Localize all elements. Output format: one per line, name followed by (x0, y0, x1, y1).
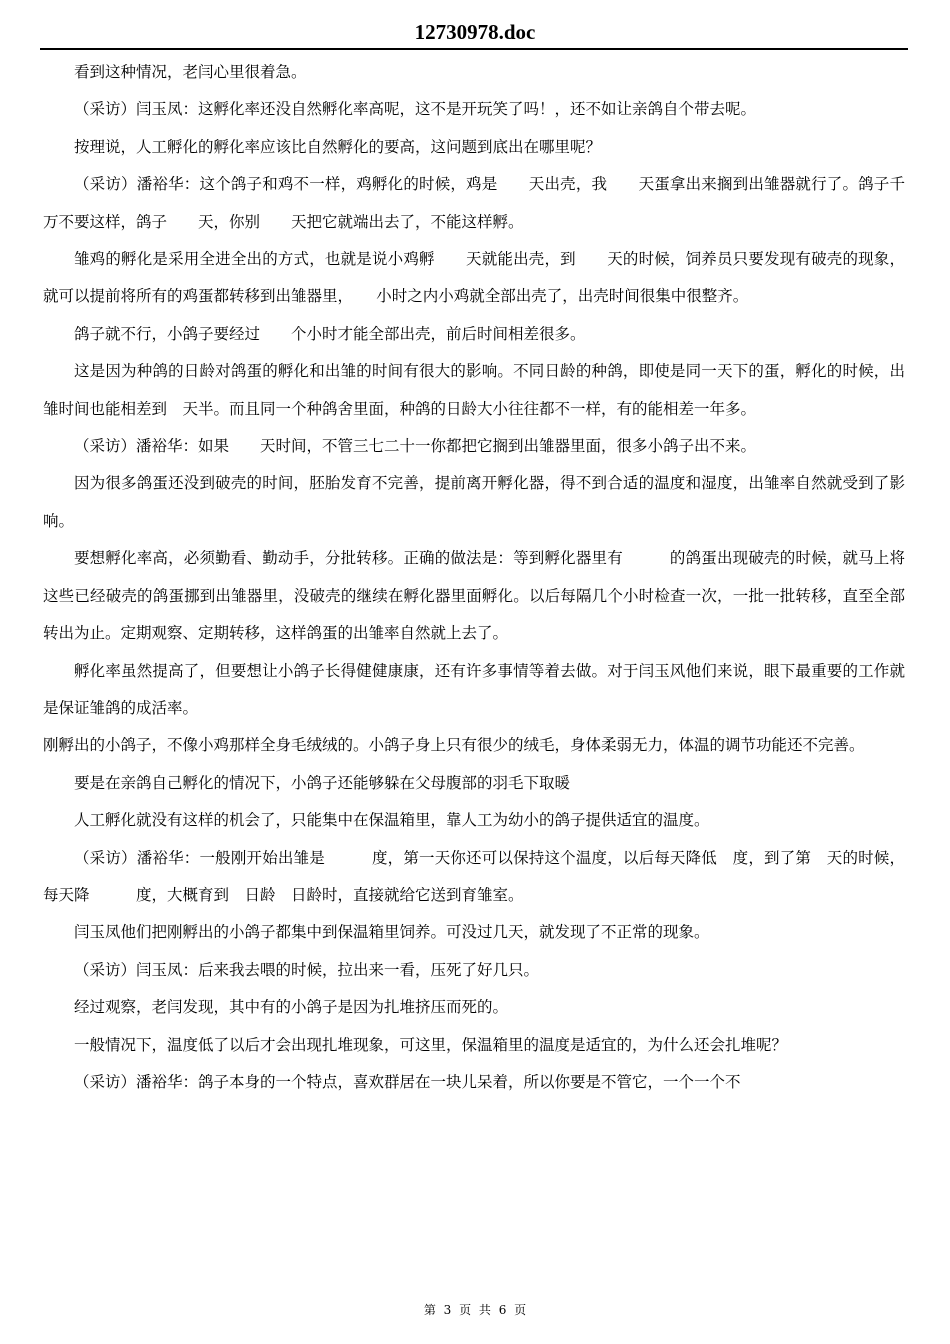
paragraph: 人工孵化就没有这样的机会了，只能集中在保温箱里，靠人工为幼小的鸽子提供适宜的温度。 (74, 811, 710, 830)
paragraph: 一般情况下，温度低了以后才会出现扎堆现象，可这里，保温箱里的温度是适宜的，为什么还会扎堆呢？ (74, 1035, 788, 1054)
header-divider (40, 48, 908, 50)
paragraph: 雏鸡的孵化是采用全进全出的方式，也就是说小鸡孵 天就能出壳，到 天的时候，饲养员只要发现有破壳的现象，就可以提前将所有的鸡蛋都转移到出雏器里， 小时之内小鸡就全部出壳了，出壳时间很集中很整齐。 (43, 250, 905, 306)
paragraph: （采访）闫玉凤：后来我去喂的时候，拉出来一看，压死了好几只。 (74, 960, 540, 979)
paragraph: 闫玉凤他们把刚孵出的小鸽子都集中到保温箱里饲养。可没过几天，就发现了不正常的现象。 (74, 923, 710, 942)
paragraph: 这是因为种鸽的日龄对鸽蛋的孵化和出雏的时间有很大的影响。不同日龄的种鸽，即使是同一天下的蛋，孵化的时候，出雏时间也能相差到 天半。而且同一个种鸽舍里面，种鸽的日龄大小往往都不一样，有的能相差一年多。 (43, 362, 905, 418)
page-number-footer: 第 3 页 共 6 页 (423, 1303, 527, 1317)
paragraph: （采访）潘裕华：如果 天时间，不管三七二十一你都把它搁到出雏器里面，很多小鸽子出不来。 (74, 437, 757, 456)
paragraph: 要是在亲鸽自己孵化的情况下，小鸽子还能够躲在父母腹部的羽毛下取暖 (74, 773, 571, 792)
paragraph: 看到这种情况，老闫心里很着急。 (74, 63, 307, 81)
paragraph: 因为很多鸽蛋还没到破壳的时间，胚胎发育不完善，提前离开孵化器，得不到合适的温度和湿度，出雏率自然就受到了影响。 (43, 474, 905, 530)
paragraph: 刚孵出的小鸽子，不像小鸡那样全身毛绒绒的。小鸽子身上只有很少的绒毛，身体柔弱无力，体温的调节功能还不完善。 (43, 736, 865, 755)
paragraph: （采访）潘裕华：这个鸽子和鸡不一样，鸡孵化的时候，鸡是 天出壳，我 天蛋拿出来搁到出雏器就行了。鸽子千万不要这样，鸽子 天，你别 天把它就端出去了，不能这样孵。 (43, 175, 905, 231)
paragraph: 经过观察，老闫发现，其中有的小鸽子是因为扎堆挤压而死的。 (74, 998, 509, 1017)
paragraph: （采访）潘裕华：一般刚开始出雏是 度，第一天你还可以保持这个温度，以后每天降低 度，到了第 天的时候，每天降 度，大概育到 日龄 日龄时，直接就给它送到育雏室。 (43, 848, 905, 904)
paragraph: （采访）潘裕华：鸽子本身的一个特点，喜欢群居在一块儿呆着，所以你要是不管它，一个一个不 (74, 1072, 741, 1091)
document-body (43, 54, 905, 1101)
document-filename-header: 12730978.doc (414, 20, 536, 44)
paragraph: 要想孵化率高，必须勤看、勤动手，分批转移。正确的做法是：等到孵化器里有 的鸽蛋出现破壳的时候，就马上将这些已经破壳的鸽蛋挪到出雏器里，没破壳的继续在孵化器里面孵化。以后每隔几个小时检查一次，一批一批转移，直至全部转出为止。定期观察、定期转移，这样鸽蛋的出雏率自然就上去了。 (43, 549, 905, 643)
paragraph: 孵化率虽然提高了，但要想让小鸽子长得健健康康，还有许多事情等着去做。对于闫玉风他们来说，眼下最重要的工作就是保证雏鸽的成活率。 (43, 661, 905, 717)
paragraph: 按理说，人工孵化的孵化率应该比自然孵化的要高，这问题到底出在哪里呢？ (74, 137, 602, 156)
paragraph: （采访）闫玉凤：这孵化率还没自然孵化率高呢，这不是开玩笑了吗！，还不如让亲鸽自个带去呢。 (74, 100, 757, 119)
paragraph: 鸽子就不行，小鸽子要经过 个小时才能全部出壳，前后时间相差很多。 (74, 324, 586, 343)
